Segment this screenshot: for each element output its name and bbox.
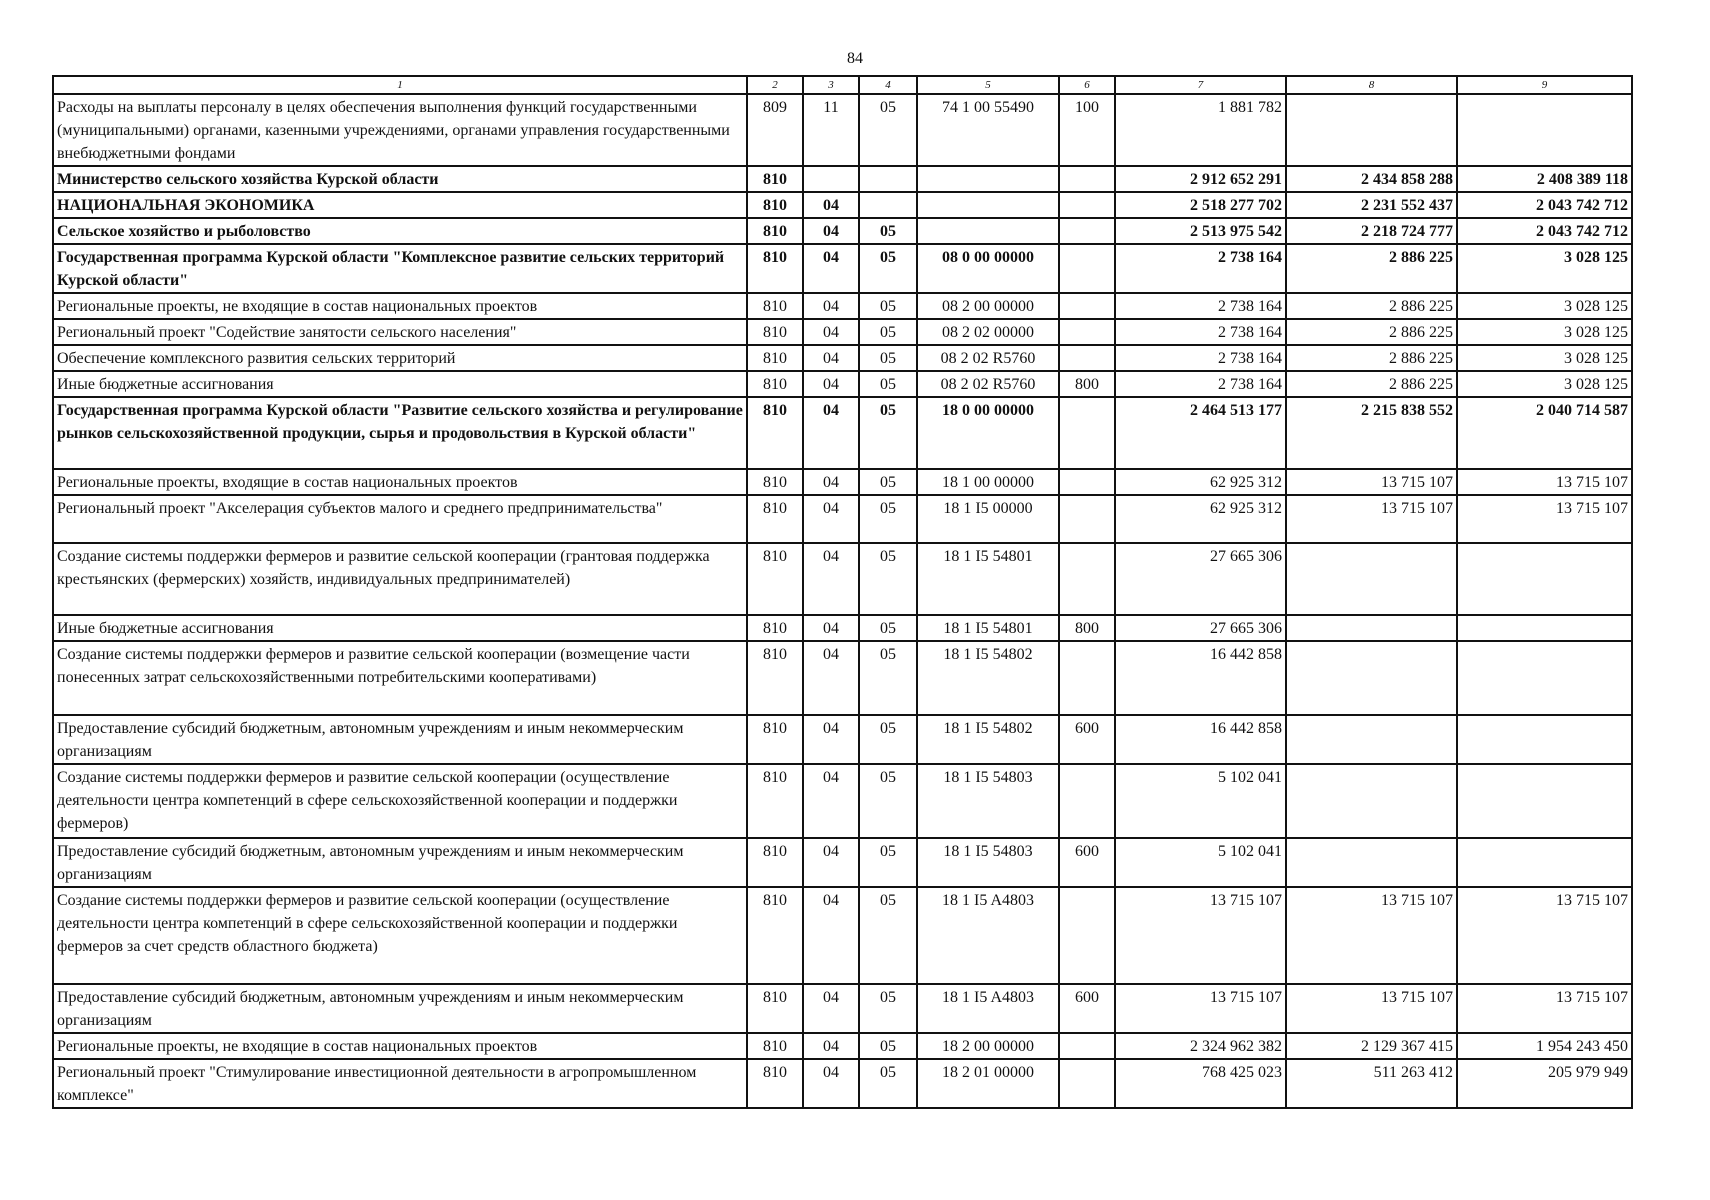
- cell-target-article: [917, 218, 1059, 244]
- cell-section: 04: [803, 887, 859, 984]
- table-row: [53, 615, 1632, 641]
- table-row: [53, 495, 1632, 543]
- cell-target-article: 08 0 00 00000: [917, 244, 1059, 293]
- row-name: Министерство сельского хозяйства Курской области: [53, 166, 747, 192]
- cell-subsection: 05: [859, 641, 917, 715]
- cell-amount-year-2: 2 886 225: [1286, 345, 1457, 371]
- cell-target-article: 74 1 00 55490: [917, 94, 1059, 166]
- cell-subsection: 05: [859, 838, 917, 887]
- cell-amount-year-2: 2 886 225: [1286, 293, 1457, 319]
- cell-target-article: 18 1 I5 00000: [917, 495, 1059, 543]
- cell-amount-year-2: 13 715 107: [1286, 469, 1457, 495]
- cell-subsection: [859, 192, 917, 218]
- cell-amount-year-3: 2 408 389 118: [1457, 166, 1632, 192]
- cell-expense-type: [1059, 495, 1115, 543]
- cell-section: 04: [803, 543, 859, 615]
- cell-subsection: 05: [859, 469, 917, 495]
- cell-target-article: 18 2 00 00000: [917, 1033, 1059, 1059]
- cell-target-article: [917, 192, 1059, 218]
- cell-admin-code: 810: [747, 166, 803, 192]
- cell-amount-year-3: 205 979 949: [1457, 1059, 1632, 1108]
- cell-amount-year-3: [1457, 838, 1632, 887]
- cell-amount-year-3: 3 028 125: [1457, 244, 1632, 293]
- cell-amount-year-2: [1286, 641, 1457, 715]
- row-name: Государственная программа Курской области "Комплексное развитие сельских территорий Курской области": [53, 244, 747, 293]
- cell-target-article: 18 1 I5 54803: [917, 764, 1059, 838]
- cell-subsection: 05: [859, 94, 917, 166]
- cell-amount-year-1: 2 464 513 177: [1115, 397, 1286, 469]
- cell-section: 04: [803, 218, 859, 244]
- cell-amount-year-3: [1457, 615, 1632, 641]
- cell-amount-year-2: [1286, 615, 1457, 641]
- cell-expense-type: 600: [1059, 838, 1115, 887]
- cell-section: 04: [803, 319, 859, 345]
- cell-amount-year-1: 2 513 975 542: [1115, 218, 1286, 244]
- cell-amount-year-1: 768 425 023: [1115, 1059, 1286, 1108]
- row-name: Создание системы поддержки фермеров и развитие сельской кооперации (грантовая поддержка крестьянских (фермерских) хозяйств, индивидуальных предпринимателей): [53, 543, 747, 615]
- cell-admin-code: 810: [747, 218, 803, 244]
- cell-subsection: 05: [859, 218, 917, 244]
- cell-amount-year-2: 2 218 724 777: [1286, 218, 1457, 244]
- table-row: [53, 984, 1632, 1033]
- cell-admin-code: 810: [747, 495, 803, 543]
- cell-amount-year-3: 3 028 125: [1457, 371, 1632, 397]
- budget-table: [52, 75, 1633, 1109]
- cell-target-article: 18 1 I5 54802: [917, 641, 1059, 715]
- cell-subsection: 05: [859, 345, 917, 371]
- cell-amount-year-3: [1457, 543, 1632, 615]
- row-name: Региональный проект "Содействие занятости сельского населения": [53, 319, 747, 345]
- cell-expense-type: 800: [1059, 615, 1115, 641]
- cell-amount-year-2: 2 231 552 437: [1286, 192, 1457, 218]
- row-name: Региональный проект "Стимулирование инвестиционной деятельности в агропромышленном комплексе": [53, 1059, 747, 1108]
- cell-amount-year-3: 2 043 742 712: [1457, 218, 1632, 244]
- cell-subsection: 05: [859, 1033, 917, 1059]
- cell-expense-type: [1059, 543, 1115, 615]
- table-row: [53, 838, 1632, 887]
- cell-expense-type: 600: [1059, 984, 1115, 1033]
- cell-admin-code: 810: [747, 615, 803, 641]
- cell-section: 04: [803, 244, 859, 293]
- cell-amount-year-3: 2 043 742 712: [1457, 192, 1632, 218]
- column-header: 4: [859, 76, 917, 94]
- cell-expense-type: [1059, 345, 1115, 371]
- table-row: [53, 218, 1632, 244]
- row-name: НАЦИОНАЛЬНАЯ ЭКОНОМИКА: [53, 192, 747, 218]
- cell-target-article: 18 1 I5 54802: [917, 715, 1059, 764]
- cell-amount-year-3: 3 028 125: [1457, 319, 1632, 345]
- row-name: Региональные проекты, не входящие в состав национальных проектов: [53, 293, 747, 319]
- cell-admin-code: 810: [747, 887, 803, 984]
- cell-target-article: 18 0 00 00000: [917, 397, 1059, 469]
- cell-expense-type: [1059, 293, 1115, 319]
- cell-admin-code: 810: [747, 715, 803, 764]
- cell-subsection: [859, 166, 917, 192]
- cell-admin-code: 810: [747, 371, 803, 397]
- cell-amount-year-1: 13 715 107: [1115, 984, 1286, 1033]
- cell-target-article: 08 2 02 R5760: [917, 371, 1059, 397]
- row-name: Государственная программа Курской области "Развитие сельского хозяйства и регулирование рынков сельскохозяйственной продукции, сырья и продовольствия в Курской области": [53, 397, 747, 469]
- cell-amount-year-1: 27 665 306: [1115, 543, 1286, 615]
- cell-amount-year-1: 2 912 652 291: [1115, 166, 1286, 192]
- cell-target-article: 08 2 02 R5760: [917, 345, 1059, 371]
- cell-section: 04: [803, 345, 859, 371]
- cell-amount-year-3: 3 028 125: [1457, 345, 1632, 371]
- cell-amount-year-3: [1457, 715, 1632, 764]
- cell-expense-type: [1059, 1059, 1115, 1108]
- cell-admin-code: 810: [747, 397, 803, 469]
- cell-section: 04: [803, 293, 859, 319]
- cell-expense-type: [1059, 166, 1115, 192]
- table-row: [53, 1059, 1632, 1108]
- cell-subsection: 05: [859, 1059, 917, 1108]
- cell-target-article: 18 1 I5 A4803: [917, 984, 1059, 1033]
- table-row: [53, 641, 1632, 715]
- cell-amount-year-1: 2 738 164: [1115, 244, 1286, 293]
- cell-admin-code: 810: [747, 641, 803, 715]
- cell-subsection: 05: [859, 371, 917, 397]
- column-header: 8: [1286, 76, 1457, 94]
- cell-amount-year-1: 62 925 312: [1115, 469, 1286, 495]
- cell-target-article: 08 2 02 00000: [917, 319, 1059, 345]
- cell-expense-type: [1059, 192, 1115, 218]
- cell-amount-year-2: 2 886 225: [1286, 371, 1457, 397]
- column-header: 3: [803, 76, 859, 94]
- cell-expense-type: 800: [1059, 371, 1115, 397]
- cell-amount-year-3: [1457, 641, 1632, 715]
- cell-expense-type: [1059, 218, 1115, 244]
- cell-amount-year-1: 16 442 858: [1115, 715, 1286, 764]
- cell-admin-code: 810: [747, 244, 803, 293]
- row-name: Создание системы поддержки фермеров и развитие сельской кооперации (осуществление деятельности центра компетенций в сфере сельскохозяйственной кооперации и поддержки фермеров за счет средств областного бюджета): [53, 887, 747, 984]
- cell-section: 04: [803, 984, 859, 1033]
- cell-expense-type: [1059, 764, 1115, 838]
- table-row: [53, 166, 1632, 192]
- cell-admin-code: 810: [747, 543, 803, 615]
- cell-section: 04: [803, 371, 859, 397]
- cell-target-article: [917, 166, 1059, 192]
- cell-amount-year-3: [1457, 94, 1632, 166]
- table-row: [53, 469, 1632, 495]
- cell-amount-year-1: 16 442 858: [1115, 641, 1286, 715]
- row-name: Иные бюджетные ассигнования: [53, 615, 747, 641]
- table-row: [53, 244, 1632, 293]
- cell-target-article: 18 1 I5 54801: [917, 615, 1059, 641]
- cell-amount-year-2: 13 715 107: [1286, 887, 1457, 984]
- cell-section: 04: [803, 469, 859, 495]
- row-name: Предоставление субсидий бюджетным, автономным учреждениям и иным некоммерческим организациям: [53, 838, 747, 887]
- cell-amount-year-2: [1286, 543, 1457, 615]
- cell-expense-type: 600: [1059, 715, 1115, 764]
- cell-amount-year-1: 2 738 164: [1115, 293, 1286, 319]
- cell-amount-year-3: 13 715 107: [1457, 495, 1632, 543]
- column-number-row: [53, 76, 1632, 94]
- table-row: [53, 397, 1632, 469]
- table-row: [53, 371, 1632, 397]
- column-header: 1: [53, 76, 747, 94]
- cell-amount-year-2: 2 886 225: [1286, 319, 1457, 345]
- column-header: 6: [1059, 76, 1115, 94]
- cell-expense-type: 100: [1059, 94, 1115, 166]
- cell-expense-type: [1059, 641, 1115, 715]
- cell-amount-year-2: 2 434 858 288: [1286, 166, 1457, 192]
- cell-section: 04: [803, 1033, 859, 1059]
- cell-section: 04: [803, 192, 859, 218]
- cell-subsection: 05: [859, 543, 917, 615]
- cell-section: [803, 166, 859, 192]
- cell-subsection: 05: [859, 397, 917, 469]
- cell-admin-code: 810: [747, 319, 803, 345]
- cell-subsection: 05: [859, 984, 917, 1033]
- cell-amount-year-1: 5 102 041: [1115, 838, 1286, 887]
- table-body: [53, 94, 1632, 1108]
- cell-target-article: 18 1 I5 54801: [917, 543, 1059, 615]
- row-name: Региональные проекты, входящие в состав национальных проектов: [53, 469, 747, 495]
- cell-amount-year-2: 511 263 412: [1286, 1059, 1457, 1108]
- cell-section: 04: [803, 641, 859, 715]
- row-name: Предоставление субсидий бюджетным, автономным учреждениям и иным некоммерческим организациям: [53, 984, 747, 1033]
- cell-amount-year-1: 1 881 782: [1115, 94, 1286, 166]
- cell-amount-year-1: 2 518 277 702: [1115, 192, 1286, 218]
- column-header: 2: [747, 76, 803, 94]
- cell-amount-year-3: 13 715 107: [1457, 469, 1632, 495]
- row-name: Создание системы поддержки фермеров и развитие сельской кооперации (возмещение части понесенных затрат сельскохозяйственными потребительскими кооперативами): [53, 641, 747, 715]
- cell-amount-year-2: [1286, 838, 1457, 887]
- cell-amount-year-3: 2 040 714 587: [1457, 397, 1632, 469]
- row-name: Сельское хозяйство и рыболовство: [53, 218, 747, 244]
- cell-section: 04: [803, 715, 859, 764]
- cell-amount-year-2: [1286, 715, 1457, 764]
- cell-expense-type: [1059, 887, 1115, 984]
- cell-amount-year-2: 13 715 107: [1286, 495, 1457, 543]
- cell-section: 04: [803, 764, 859, 838]
- cell-subsection: 05: [859, 764, 917, 838]
- cell-section: 04: [803, 1059, 859, 1108]
- cell-subsection: 05: [859, 319, 917, 345]
- cell-subsection: 05: [859, 495, 917, 543]
- cell-amount-year-1: 27 665 306: [1115, 615, 1286, 641]
- cell-amount-year-2: 2 215 838 552: [1286, 397, 1457, 469]
- cell-target-article: 18 1 I5 A4803: [917, 887, 1059, 984]
- table-row: [53, 764, 1632, 838]
- cell-admin-code: 810: [747, 1033, 803, 1059]
- cell-admin-code: 810: [747, 1059, 803, 1108]
- table-row: [53, 319, 1632, 345]
- table-row: [53, 715, 1632, 764]
- table-row: [53, 94, 1632, 166]
- row-name: Предоставление субсидий бюджетным, автономным учреждениям и иным некоммерческим организациям: [53, 715, 747, 764]
- cell-section: 04: [803, 615, 859, 641]
- cell-subsection: 05: [859, 244, 917, 293]
- cell-amount-year-3: [1457, 764, 1632, 838]
- cell-section: 04: [803, 495, 859, 543]
- cell-section: 04: [803, 397, 859, 469]
- cell-amount-year-1: 5 102 041: [1115, 764, 1286, 838]
- cell-amount-year-3: 1 954 243 450: [1457, 1033, 1632, 1059]
- row-name: Региональный проект "Акселерация субъектов малого и среднего предпринимательства": [53, 495, 747, 543]
- cell-expense-type: [1059, 1033, 1115, 1059]
- cell-expense-type: [1059, 397, 1115, 469]
- cell-target-article: 08 2 00 00000: [917, 293, 1059, 319]
- cell-subsection: 05: [859, 715, 917, 764]
- cell-amount-year-2: [1286, 764, 1457, 838]
- cell-expense-type: [1059, 244, 1115, 293]
- row-name: Расходы на выплаты персоналу в целях обеспечения выполнения функций государственными (муниципальными) органами, казенными учреждениями, органами управления государственными внебюджетными фондами: [53, 94, 747, 166]
- cell-amount-year-2: 2 886 225: [1286, 244, 1457, 293]
- table-row: [53, 293, 1632, 319]
- cell-amount-year-1: 2 738 164: [1115, 345, 1286, 371]
- cell-amount-year-3: 3 028 125: [1457, 293, 1632, 319]
- cell-subsection: 05: [859, 293, 917, 319]
- table-row: [53, 345, 1632, 371]
- row-name: Иные бюджетные ассигнования: [53, 371, 747, 397]
- cell-admin-code: 810: [747, 345, 803, 371]
- cell-target-article: 18 1 I5 54803: [917, 838, 1059, 887]
- cell-amount-year-2: 13 715 107: [1286, 984, 1457, 1033]
- cell-target-article: 18 1 00 00000: [917, 469, 1059, 495]
- cell-expense-type: [1059, 469, 1115, 495]
- cell-amount-year-1: 2 738 164: [1115, 371, 1286, 397]
- table-row: [53, 887, 1632, 984]
- cell-subsection: 05: [859, 887, 917, 984]
- cell-amount-year-1: 2 324 962 382: [1115, 1033, 1286, 1059]
- cell-admin-code: 810: [747, 764, 803, 838]
- cell-admin-code: 810: [747, 293, 803, 319]
- column-header: 9: [1457, 76, 1632, 94]
- cell-amount-year-1: 2 738 164: [1115, 319, 1286, 345]
- row-name: Обеспечение комплексного развития сельских территорий: [53, 345, 747, 371]
- row-name: Создание системы поддержки фермеров и развитие сельской кооперации (осуществление деятельности центра компетенций в сфере сельскохозяйственной кооперации и поддержки фермеров): [53, 764, 747, 838]
- column-header: 7: [1115, 76, 1286, 94]
- cell-admin-code: 810: [747, 984, 803, 1033]
- page-number: 84: [847, 50, 863, 67]
- cell-target-article: 18 2 01 00000: [917, 1059, 1059, 1108]
- cell-subsection: 05: [859, 615, 917, 641]
- table-row: [53, 192, 1632, 218]
- cell-amount-year-1: 62 925 312: [1115, 495, 1286, 543]
- cell-amount-year-2: 2 129 367 415: [1286, 1033, 1457, 1059]
- cell-admin-code: 810: [747, 469, 803, 495]
- cell-amount-year-1: 13 715 107: [1115, 887, 1286, 984]
- cell-section: 11: [803, 94, 859, 166]
- cell-amount-year-3: 13 715 107: [1457, 984, 1632, 1033]
- cell-admin-code: 810: [747, 838, 803, 887]
- table-row: [53, 543, 1632, 615]
- cell-expense-type: [1059, 319, 1115, 345]
- cell-amount-year-2: [1286, 94, 1457, 166]
- cell-admin-code: 810: [747, 192, 803, 218]
- cell-admin-code: 809: [747, 94, 803, 166]
- table-row: [53, 1033, 1632, 1059]
- row-name: Региональные проекты, не входящие в состав национальных проектов: [53, 1033, 747, 1059]
- cell-section: 04: [803, 838, 859, 887]
- cell-amount-year-3: 13 715 107: [1457, 887, 1632, 984]
- column-header: 5: [917, 76, 1059, 94]
